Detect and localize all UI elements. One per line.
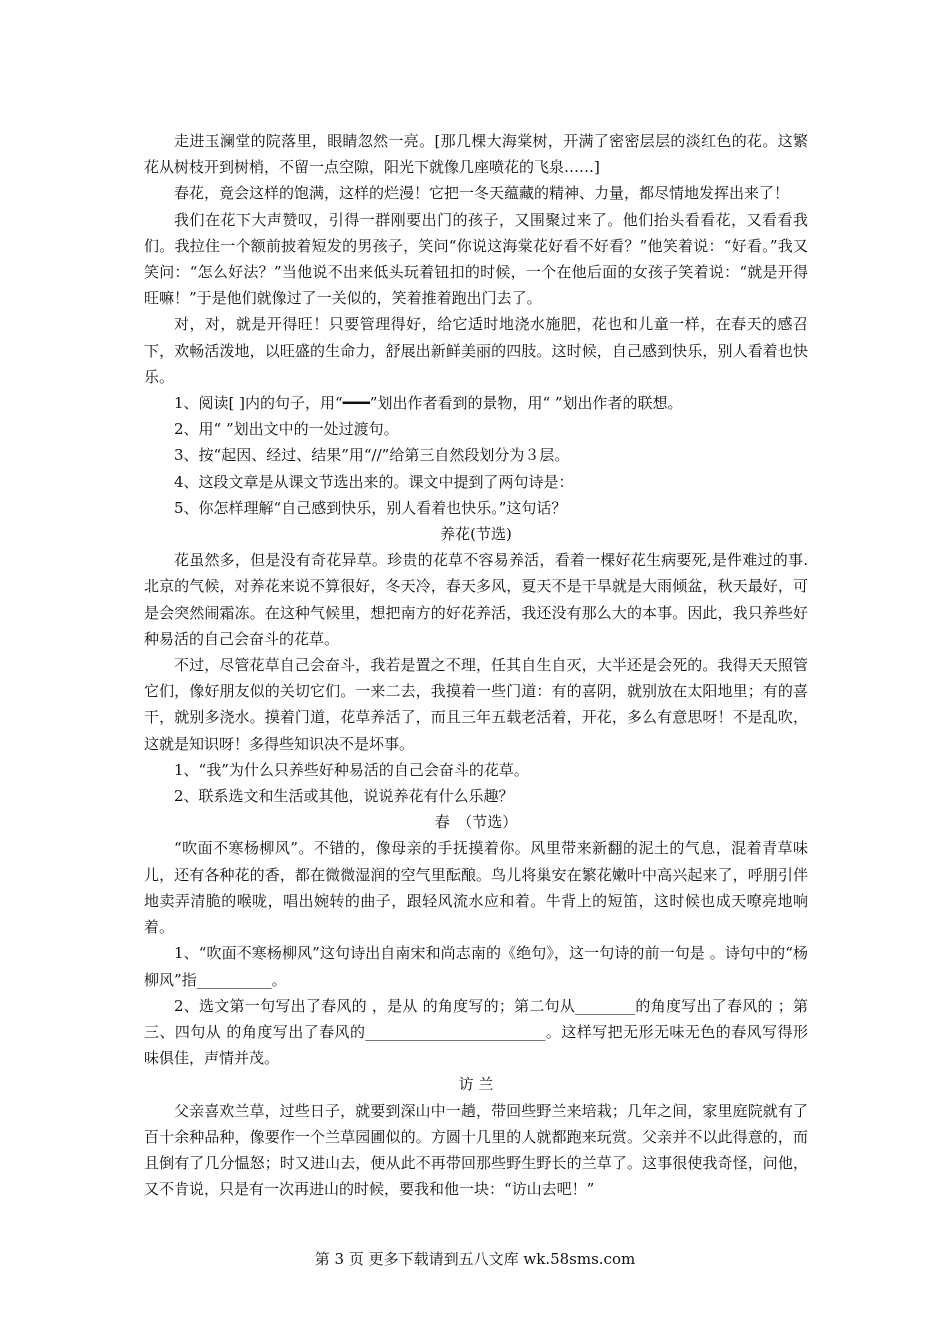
question-3: 3、按“起因、经过、结果”用“//”给第三自然段划分为３层。 (174, 446, 570, 465)
question-6: 1、“我”为什么只养些好种易活的自己会奋斗的花草。 (174, 760, 529, 779)
passage1-para1: 走进玉澜堂的院落里，眼睛忽然一亮。[那几棵大海棠树，开满了密密层层的淡红色的花。这繁花从树枝开到树梢，不留一点空隙，阳光下就像几座喷花的飞泉……] (144, 132, 808, 177)
passage4-para1: 父亲喜欢兰草，过些日子，就要到深山中一趟，带回些野兰来培栽；几年之间，家里庭院就有了百十余种品种，像要作一个兰草园圃似的。方圆十几里的人就都跑来玩赏。父亲并不以此得意的，而且倒有了几分愠怒；时又进山去，便从此不再带回那些野生野长的兰草了。这事很使我奇怪，问他，又不肯说，只是有一次再进山的时候，要我和他一块：“访山去吧！” (144, 1101, 808, 1199)
passage1-para3: 我们在花下大声赞叹，引得一群刚要出门的孩子，又围聚过来了。他们抬头看看花，又看看我们。我拉住一个额前披着短发的男孩子，笑问“你说这海棠花好看不好看？”他笑着说：“好看。”我又笑问：“怎么好法？”当他说不出来低头玩着钮扣的时候，一个在他后面的女孩子笑着说：“就是开得旺嘛！”于是他们就像过了一关似的，笑着推着跑出门去了。 (144, 210, 808, 308)
document-body (144, 128, 808, 1202)
section-title-chun: 春 （节选） (434, 813, 518, 832)
page-footer: 第 3 页 更多下载请到五八文库 wk.58sms.com (314, 1250, 636, 1268)
passage3-para1: “吹面不寒杨柳风”。不错的，像母亲的手抚摸着你。风里带来新翻的泥土的气息，混着青草味儿，还有各种花的香，都在微微湿润的空气里酝酿。鸟儿将巢安在繁花嫩叶中高兴起来了，呼朋引伴地卖弄清脆的喉咙，唱出婉转的曲子，跟轻风流水应和着。牛背上的短笛，这时候也成天嘹亮地响着。 (144, 839, 808, 937)
question-2: 2、用“ ”划出文中的一处过渡句。 (174, 420, 399, 439)
question-1: 1、阅读[ ]内的句子，用“━━━”划出作者看到的景物，用“ ”划出作者的联想。 (174, 394, 683, 413)
section-title-yanghua: 养花(节选) (440, 525, 512, 544)
question-8: 1、“吹面不寒杨柳风”这句诗出自南宋和尚志南的《绝句》，这一句诗的前一句是 。诗句中的“杨柳风”指__________。 (144, 944, 808, 989)
question-5: 5、你怎样理解“自己感到快乐，别人看着也快乐。”这句话？ (174, 498, 567, 517)
passage2-para1: 花虽然多，但是没有奇花异草。珍贵的花草不容易养活，看着一棵好花生病要死,是件难过的事.北京的气候，对养花来说不算很好，冬天冷，春天多风，夏天不是干旱就是大雨倾盆，秋天最好，可是会突然闹霜冻。在这种气候里，想把南方的好花养活，我还没有那么大的本事。因此，我只养些好种易活的自己会奋斗的花草。 (144, 551, 808, 648)
question-4: 4、这段文章是从课文节选出来的。课文中提到了两句诗是： (174, 472, 574, 491)
question-7: 2、联系选文和生活或其他，说说养花有什么乐趣？ (174, 787, 514, 806)
passage1-para2: 春花，竟会这样的饱满，这样的烂漫！它把一冬天蕴藏的精神、力量，都尽情地发挥出来了！ (174, 184, 790, 203)
passage1-para4: 对，对，就是开得旺！只要管理得好，给它适时地浇水施肥，花也和儿童一样，在春天的感召下，欢畅活泼地，以旺盛的生命力，舒展出新鲜美丽的四肢。这时候，自己感到快乐，别人看着也快乐。 (144, 315, 808, 386)
passage2-para2: 不过，尽管花草自己会奋斗，我若是置之不理，任其自生自灭，大半还是会死的。我得天天照管它们，像好朋友似的关切它们。一来二去，我摸着一些门道：有的喜阴，就别放在太阳地里；有的喜干，就别多浇水。摸着门道，花草养活了，而且三年五载老活着，开花，多么有意思呀！不是乱吹，这就是知识呀！多得些知识决不是坏事。 (144, 656, 808, 753)
section-title-fanglan: 访 兰 (458, 1075, 494, 1094)
question-9: 2、选文第一句写出了春风的 ，是从 的角度写的；第二句从________的角度写出了春风的 ；第三、四句从 的角度写出了春风的________________________。这样写把无形无味无色的春风写得形味俱佳，声情并茂。 (144, 996, 808, 1068)
